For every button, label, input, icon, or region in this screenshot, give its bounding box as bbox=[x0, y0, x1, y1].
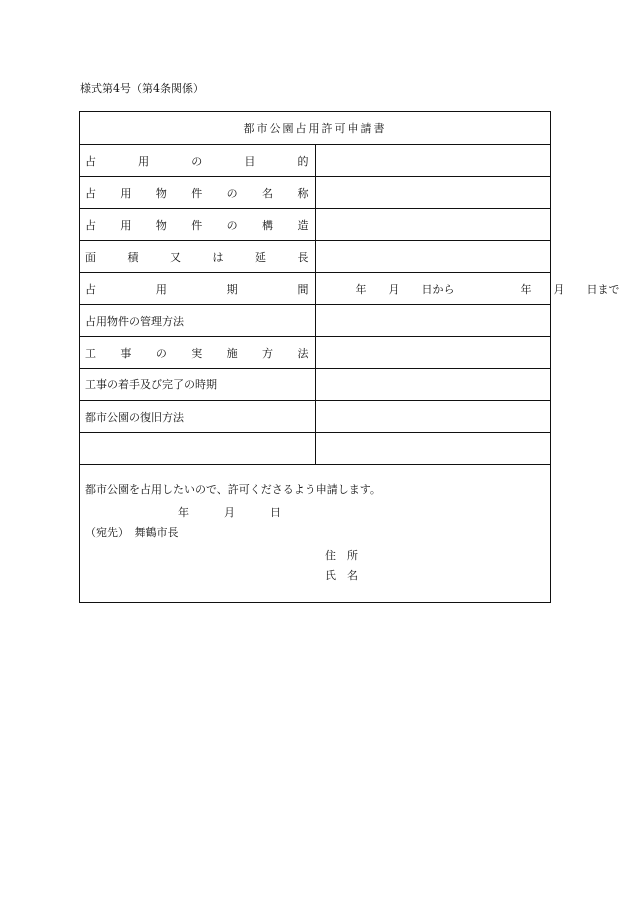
row-object-name bbox=[80, 177, 550, 209]
address-label: 住 所 bbox=[325, 549, 358, 562]
label-object-structure: 占 用 物 件 の 構 造 bbox=[80, 209, 315, 241]
label-object-name: 占 用 物 件 の 名 称 bbox=[80, 177, 315, 209]
label-restoration: 都市公園の復旧方法 bbox=[80, 401, 315, 433]
label-construction-method: 工 事 の 実 施 方 法 bbox=[80, 337, 315, 369]
form-title: 都市公園占用許可申請書 bbox=[80, 112, 550, 145]
row-blank bbox=[80, 433, 550, 465]
field-construction-method[interactable] bbox=[315, 337, 550, 369]
name-label: 氏 名 bbox=[325, 569, 358, 582]
row-restoration bbox=[80, 401, 550, 433]
label-schedule: 工事の着手及び完了の時期 bbox=[80, 369, 315, 401]
label-management: 占用物件の管理方法 bbox=[80, 305, 315, 337]
addressee: （宛先） 舞鶴市長 bbox=[85, 526, 179, 539]
row-schedule bbox=[80, 369, 550, 401]
label-blank bbox=[80, 433, 315, 465]
field-restoration[interactable] bbox=[315, 401, 550, 433]
label-period: 占 用 期 間 bbox=[80, 273, 315, 305]
field-management[interactable] bbox=[315, 305, 550, 337]
row-object-structure bbox=[80, 209, 550, 241]
application-form bbox=[79, 111, 620, 603]
field-schedule[interactable] bbox=[315, 369, 550, 401]
field-object-structure[interactable] bbox=[315, 209, 550, 241]
form-number: 様式第4号（第4条関係） bbox=[80, 82, 204, 95]
request-section bbox=[80, 465, 550, 621]
field-area[interactable] bbox=[315, 241, 550, 273]
label-purpose: 占 用 の 目 的 bbox=[80, 145, 315, 177]
application-date[interactable]: 年 月 日 bbox=[178, 506, 281, 519]
field-blank[interactable] bbox=[315, 433, 550, 465]
row-purpose bbox=[80, 145, 550, 177]
form-table bbox=[80, 112, 620, 465]
row-area bbox=[80, 241, 550, 273]
row-construction-method bbox=[80, 337, 550, 369]
field-object-name[interactable] bbox=[315, 177, 550, 209]
field-period[interactable]: 年 月 日から 年 月 日まで bbox=[315, 273, 550, 305]
row-period bbox=[80, 273, 550, 305]
field-purpose[interactable] bbox=[315, 145, 550, 177]
request-text: 都市公園を占用したいので、許可くださるよう申請します。 bbox=[85, 483, 381, 496]
row-management bbox=[80, 305, 550, 337]
label-area: 面 積 又 は 延 長 bbox=[80, 241, 315, 273]
